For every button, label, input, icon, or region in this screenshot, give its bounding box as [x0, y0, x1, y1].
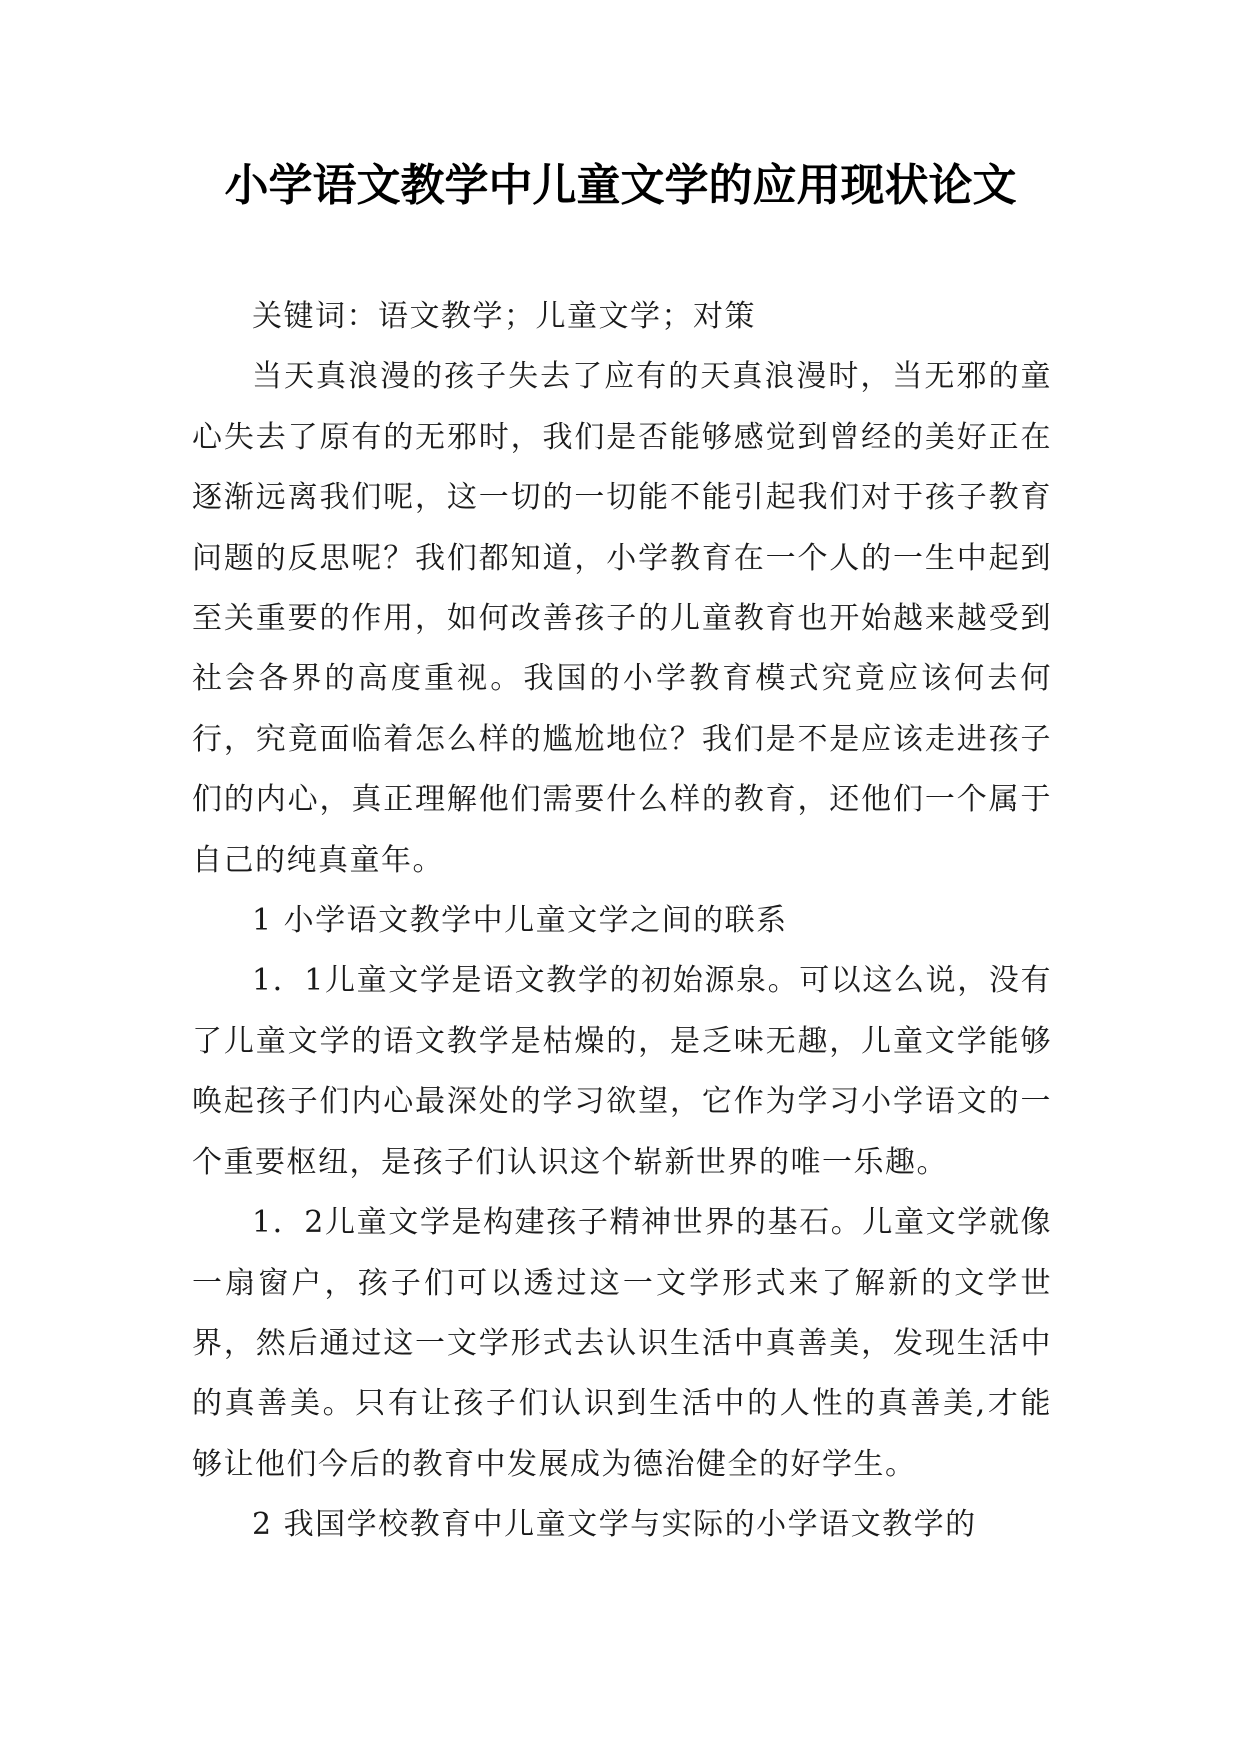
keywords-line: 关键词：语文教学；儿童文学；对策 — [252, 299, 756, 334]
paragraph-1-1: 1．1儿童文学是语文教学的初始源泉。可以这么说，没有了儿童文学的语文教学是枯燥的，是乏味无趣，儿童文学能够唤起孩子们内心最深处的学习欲望，它作为学习小学语文的一个重要枢纽，是孩子们认识这个崭新世界的唯一乐趣。 — [192, 963, 1052, 1180]
section-heading-1: 1 小学语文教学中儿童文学之间的联系 — [252, 903, 788, 939]
intro-paragraph: 当天真浪漫的孩子失去了应有的天真浪漫时，当无邪的童心失去了原有的无邪时，我们是否能够感觉到曾经的美好正在逐渐远离我们呢，这一切的一切能不能引起我们对于孩子教育问题的反思呢？我们都知道，小学教育在一个人的一生中起到至关重要的作用，如何改善孩子的儿童教育也开始越来越受到社会各界的高度重视。我国的小学教育模式究竟应该何去何行，究竟面临着怎么样的尴尬地位？我们是不是应该走进孩子们的内心，真正理解他们需要什么样的教育，还他们一个属于自己的纯真童年。 — [192, 359, 1052, 878]
paragraph-1-2: 1．2儿童文学是构建孩子精神世界的基石。儿童文学就像一扇窗户，孩子们可以透过这一文学形式来了解新的文学世界，然后通过这一文学形式去认识生活中真善美，发现生活中的真善美。只有让孩子们认识到生活中的人性的真善美,才能够让他们今后的教育中发展成为德治健全的好学生。 — [192, 1205, 1052, 1482]
document-title: 小学语文教学中儿童文学的应用现状论文 — [224, 160, 1017, 211]
section-heading-2: 2 我国学校教育中儿童文学与实际的小学语文教学的 — [252, 1507, 977, 1543]
document-body — [192, 287, 1052, 1556]
